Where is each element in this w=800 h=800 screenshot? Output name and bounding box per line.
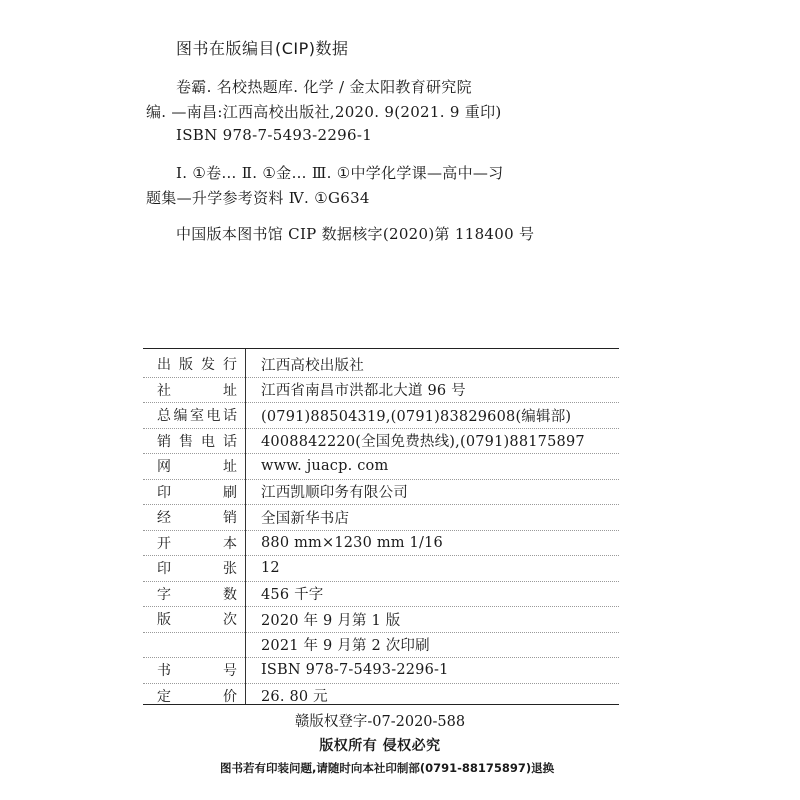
imprint-row <box>143 352 619 378</box>
imprint-bottom-rule <box>143 704 619 705</box>
imprint-value: 12 <box>261 560 280 577</box>
misprint-notice: 图书若有印装问题,请随时向本社印制部(0791-88175897)退换 <box>220 761 555 775</box>
imprint-row <box>143 607 619 633</box>
cip-title: 图书在版编目(CIP)数据 <box>176 39 349 58</box>
imprint-row <box>143 505 619 531</box>
imprint-row <box>143 429 619 455</box>
imprint-label: 开 本 <box>157 535 237 552</box>
rights-reserved: 版权所有 侵权必究 <box>319 738 441 754</box>
imprint-label: 定 价 <box>157 688 237 705</box>
imprint-label: 经 销 <box>157 510 237 527</box>
imprint-value: ISBN 978-7-5493-2296-1 <box>261 662 449 679</box>
cip-line-isbn: ISBN 978-7-5493-2296-1 <box>176 126 373 144</box>
imprint-label: 书 号 <box>157 663 237 680</box>
copyright-registration: 赣版权登字-07-2020-588 <box>294 714 466 730</box>
imprint-table <box>143 352 619 708</box>
imprint-label: 总 编 室 电 话 <box>157 408 237 425</box>
imprint-value: 江西高校出版社 <box>261 357 364 374</box>
imprint-value: 26. 80 元 <box>261 689 328 706</box>
imprint-value: 江西凯顺印务有限公司 <box>261 485 408 502</box>
imprint-top-rule <box>143 348 619 349</box>
imprint-row <box>143 658 619 684</box>
imprint-value: 456 千字 <box>261 587 324 604</box>
cip-line-cip-number: 中国版本图书馆 CIP 数据核字(2020)第 118400 号 <box>176 225 535 243</box>
imprint-label: 销 售 电 话 <box>157 433 237 450</box>
imprint-value: (0791)88504319,(0791)83829608(编辑部) <box>261 408 572 425</box>
cip-line-title: 卷霸. 名校热题库. 化学 / 金太阳教育研究院 <box>176 78 472 96</box>
imprint-row <box>143 531 619 557</box>
imprint-value: 4008842220(全国免费热线),(0791)88175897 <box>261 434 585 451</box>
imprint-label: 出 版 发 行 <box>157 357 237 374</box>
imprint-label: 网 址 <box>157 459 237 476</box>
imprint-row <box>143 480 619 506</box>
imprint-row <box>143 378 619 404</box>
imprint-label: 印 刷 <box>157 484 237 501</box>
imprint-value: 江西省南昌市洪都北大道 96 号 <box>261 383 466 400</box>
imprint-value: 2020 年 9 月第 1 版 <box>261 612 401 629</box>
imprint-row <box>143 454 619 480</box>
imprint-value: 880 mm×1230 mm 1/16 <box>261 534 443 551</box>
imprint-row <box>143 403 619 429</box>
imprint-value: www. juacp. com <box>261 458 389 475</box>
imprint-value: 2021 年 9 月第 2 次印刷 <box>261 638 430 655</box>
imprint-row <box>143 556 619 582</box>
cip-line-publisher: 编. —南昌:江西高校出版社,2020. 9(2021. 9 重印) <box>146 103 502 121</box>
imprint-row <box>143 633 619 659</box>
cip-line-classification: Ⅰ. ①卷… Ⅱ. ①金… Ⅲ. ①中学化学课—高中—习 <box>176 164 504 182</box>
imprint-label: 社 址 <box>157 382 237 399</box>
imprint-label: 版 次 <box>157 612 237 629</box>
imprint-row <box>143 582 619 608</box>
imprint-label: 字 数 <box>157 586 237 603</box>
imprint-label: 印 张 <box>157 561 237 578</box>
imprint-value: 全国新华书店 <box>261 510 350 527</box>
cip-line-classification-cont: 题集—升学参考资料 Ⅳ. ①G634 <box>146 189 370 207</box>
